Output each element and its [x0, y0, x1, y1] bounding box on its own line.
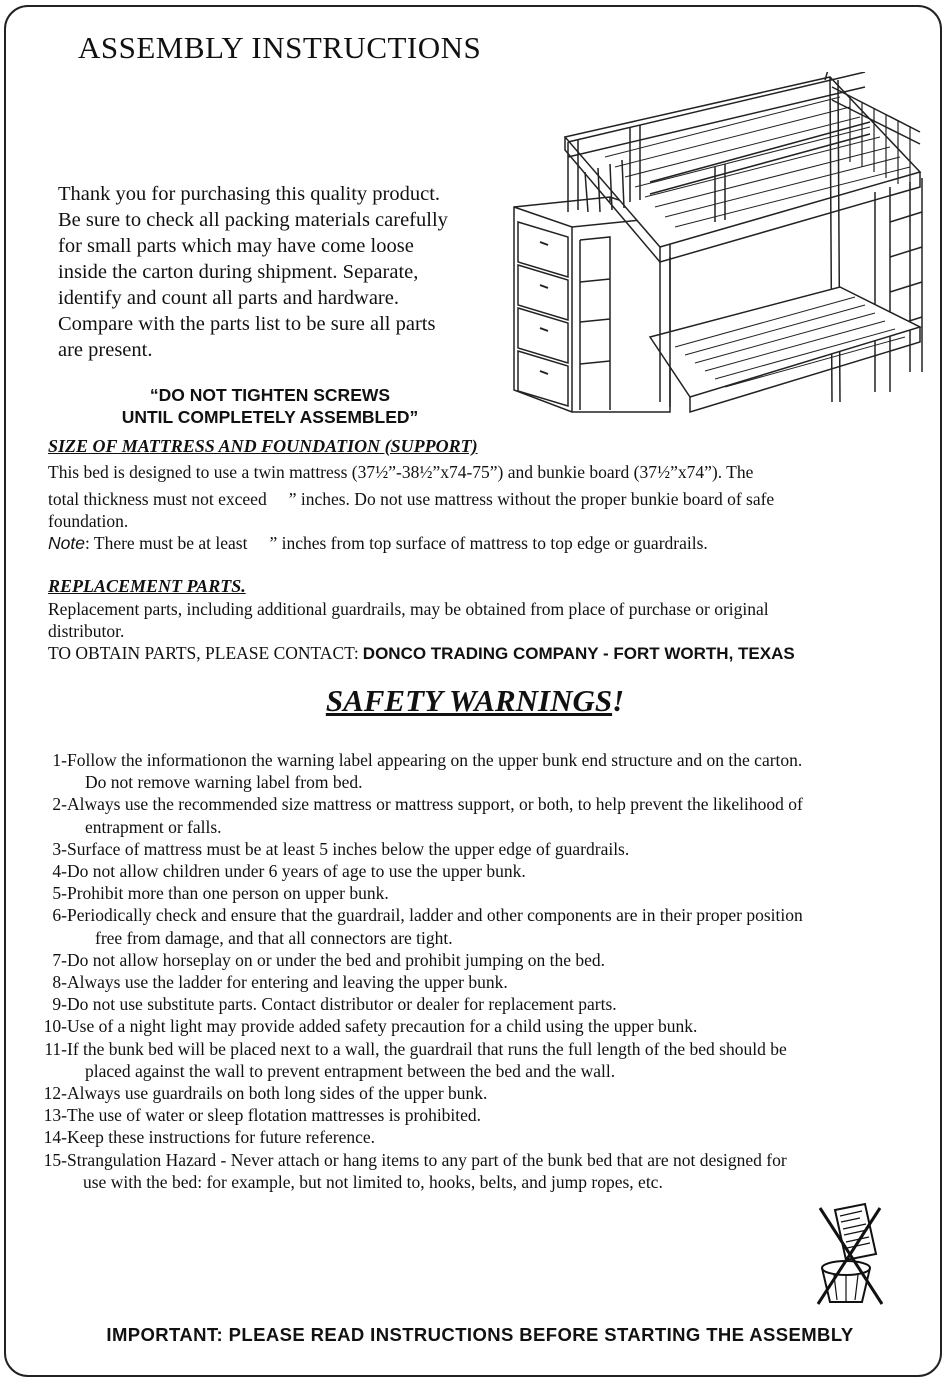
mattress-note: Note: There must be at least ” inches from top surface of mattress to top edge or guardrails. [48, 533, 708, 553]
warning-item: 2- Always use the recommended size mattress or mattress support, or both, to help prevent the likelihood of entrapment or falls. [52, 794, 803, 837]
safety-warnings-heading: SAFETY WARNINGS! [325, 683, 625, 718]
document-icon [835, 1204, 876, 1260]
warning-item: 11- If the bunk bed will be placed next to a wall, the guardrail that runs the full length of the bed should be placed against the wall to prevent entrapment between the bed and the wall. [44, 1038, 787, 1081]
mattress-line: total thickness must not exceed ” inches. Do not use mattress without the proper bunkie board of safe [48, 489, 775, 509]
tighten-warning [90, 384, 450, 428]
intro-line: identify and count all parts and hardware. [58, 287, 399, 309]
intro-paragraph [58, 181, 518, 363]
warning-item: 13- The use of water or sleep flotation mattresses is prohibited. [43, 1105, 482, 1126]
replacement-section-heading: REPLACEMENT PARTS. [48, 576, 246, 596]
replacement-line: distributor. [48, 621, 125, 641]
tighten-warning-line: “DO NOT TIGHTEN SCREWS [149, 385, 391, 405]
warning-item: 9- Do not use substitute parts. Contact distributor or dealer for replacement parts. [52, 994, 617, 1015]
warning-item: 10- Use of a night light may provide added safety precaution for a child using the upper bunk. [43, 1016, 698, 1037]
intro-line: Compare with the parts list to be sure all parts [58, 313, 436, 335]
page-title: ASSEMBLY INSTRUCTIONS [78, 30, 482, 65]
contact-line: TO OBTAIN PARTS, PLEASE CONTACT: DONCO TRADING COMPANY - FORT WORTH, TEXAS [48, 643, 795, 663]
intro-line: inside the carton during shipment. Separate, [58, 261, 419, 283]
warning-item: 3- Surface of mattress must be at least 5 inches below the upper edge of guardrails. [52, 838, 630, 859]
do-not-discard-instructions-icon [810, 1202, 890, 1312]
bunk-bed-illustration [510, 72, 935, 417]
mattress-section-body [48, 461, 928, 554]
trash-bin-icon [822, 1261, 870, 1302]
intro-line: are present. [58, 339, 153, 361]
replacement-line: Replacement parts, including additional guardrails, may be obtained from place of purchase or original [48, 599, 769, 619]
warning-item: 14- Keep these instructions for future reference. [43, 1127, 376, 1148]
intro-line: Thank you for purchasing this quality product. [58, 183, 441, 205]
warning-item: 5- Prohibit more than one person on upper bunk. [52, 883, 389, 904]
warning-item: 12- Always use guardrails on both long sides of the upper bunk. [43, 1083, 488, 1104]
mattress-section-heading: SIZE OF MATTRESS AND FOUNDATION (SUPPORT) [48, 436, 478, 456]
important-notice: IMPORTANT: PLEASE READ INSTRUCTIONS BEFORE STARTING THE ASSEMBLY [106, 1324, 854, 1345]
tighten-warning-line: UNTIL COMPLETELY ASSEMBLED” [121, 407, 419, 427]
warning-item: 15- Strangulation Hazard - Never attach or hang items to any part of the bunk bed that are not designed for use with the bed: for example, but not limited to, hooks, belts, and jump ropes, etc. [43, 1149, 787, 1192]
replacement-section-body [48, 598, 928, 665]
safety-warnings-list [34, 749, 924, 1193]
warning-item: 4- Do not allow children under 6 years of age to use the upper bunk. [52, 861, 526, 882]
mattress-line: foundation. [48, 511, 129, 531]
mattress-line: This bed is designed to use a twin mattress (37½”-38½”x74-75”) and bunkie board (37½”x74”). The [48, 462, 754, 482]
warning-item: 6- Periodically check and ensure that the guardrail, ladder and other components are in their proper position free from damage, and that all connectors are tight. [52, 905, 803, 948]
intro-line: Be sure to check all packing materials carefully [58, 209, 448, 231]
contact-company: DONCO TRADING COMPANY - FORT WORTH, TEXAS [362, 644, 795, 663]
intro-line: for small parts which may have come loose [58, 235, 414, 257]
warning-item: 8- Always use the ladder for entering and leaving the upper bunk. [52, 972, 508, 993]
warning-item: 1- Follow the informationon the warning label appearing on the upper bunk end structure and on the carton. Do not remove warning label from bed. [52, 750, 803, 793]
warning-item: 7- Do not allow horseplay on or under the bed and prohibit jumping on the bed. [52, 949, 606, 970]
